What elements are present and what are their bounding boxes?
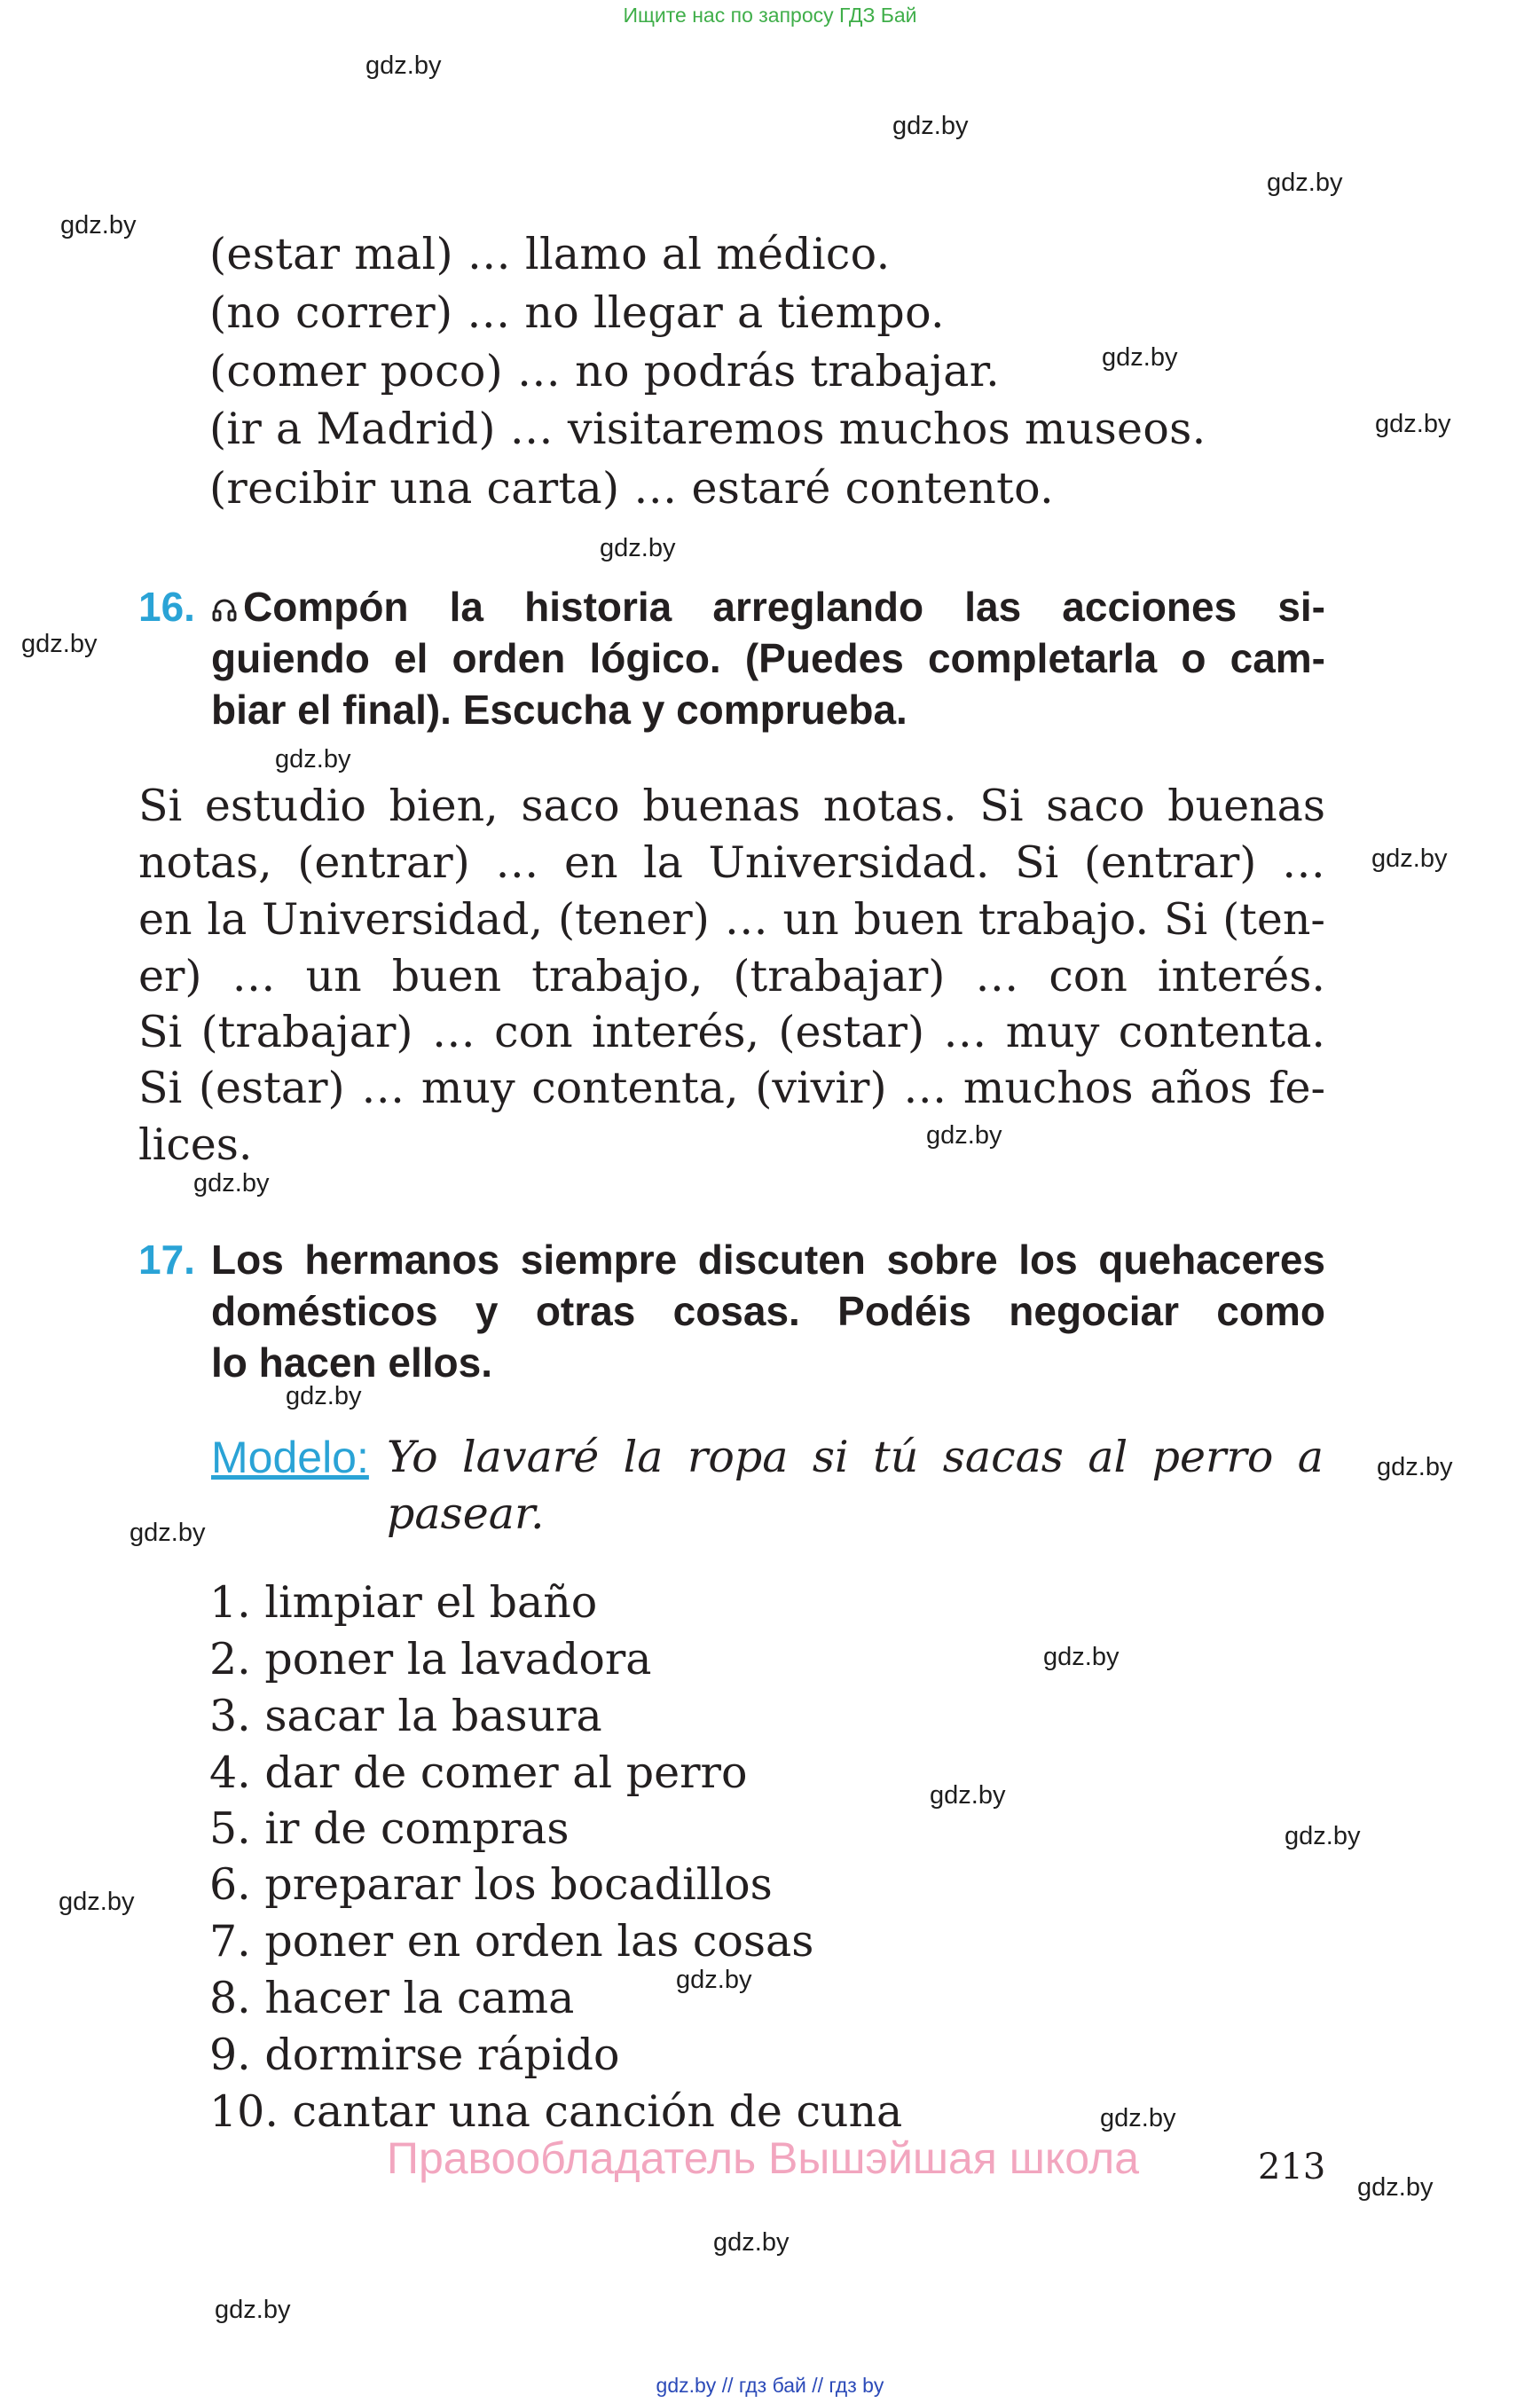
modelo-line: Yo lavaré la ropa si tú sacas al perro a	[387, 1432, 1324, 1482]
list-item-text: dormirse rápido	[264, 2030, 620, 2080]
list-item	[209, 1859, 773, 1910]
list-item	[209, 1747, 747, 1798]
list-item-text: cantar una canción de cuna	[292, 2086, 903, 2137]
exercise-16-number: 16.	[138, 584, 195, 630]
list-item	[209, 1577, 597, 1628]
exercise-line: (estar mal) … llamo al médico.	[209, 229, 891, 279]
watermark: gdz.by	[1267, 169, 1343, 197]
list-item-text: ir de compras	[264, 1803, 570, 1854]
modelo-label: Modelo:	[211, 1433, 369, 1482]
watermark: gdz.by	[1043, 1643, 1120, 1671]
list-item-number: 3.	[209, 1691, 251, 1741]
list-item-number: 4.	[209, 1747, 251, 1798]
watermark: gdz.by	[600, 534, 676, 562]
watermark: gdz.by	[130, 1519, 206, 1547]
list-item	[209, 1634, 652, 1684]
exercise-line: (no correr) … no llegar a tiempo.	[209, 287, 945, 338]
exercise-16-paragraph-line: Si (trabajar) … con interés, (estar) … muy contenta.	[138, 1007, 1325, 1057]
exercise-16-instruction-line: guiendo el orden lógico. (Puedes completarla o cam-	[211, 635, 1325, 681]
watermark: gdz.by	[21, 630, 98, 658]
page-number: 213	[1258, 2147, 1326, 2187]
watermark: gdz.by	[713, 2228, 790, 2257]
watermark: gdz.by	[275, 745, 351, 774]
exercise-16-paragraph-line: notas, (entrar) … en la Universidad. Si (entrar) …	[138, 837, 1325, 888]
watermark: gdz.by	[676, 1966, 752, 1994]
list-item-number: 8.	[209, 1973, 251, 2023]
footer-links: gdz.by // гдз бай // гдз by	[656, 2374, 884, 2397]
list-item-number: 10.	[209, 2086, 279, 2137]
exercise-16-paragraph-line: Si (estar) … muy contenta, (vivir) … muchos años fe-	[138, 1063, 1325, 1113]
exercise-16-paragraph-line: en la Universidad, (tener) … un buen trabajo. Si (ten-	[138, 894, 1325, 945]
list-item	[209, 1973, 574, 2023]
list-item-text: poner en orden las cosas	[264, 1916, 814, 1967]
exercise-17-instruction-line: lo hacen ellos.	[211, 1339, 492, 1386]
exercise-line: (comer poco) … no podrás trabajar.	[209, 346, 1000, 397]
list-item-text: sacar la basura	[264, 1691, 602, 1741]
watermark: gdz.by	[1100, 2104, 1176, 2132]
exercise-17-instruction-line: domésticos y otras cosas. Podéis negociar como	[211, 1288, 1325, 1334]
list-item-text: hacer la cama	[264, 1973, 575, 2023]
watermark: gdz.by	[193, 1169, 270, 1198]
watermark: gdz.by	[286, 1382, 362, 1410]
exercise-line: (ir a Madrid) … visitaremos muchos museos.	[209, 404, 1206, 454]
exercise-16-instruction-line: Compón la historia arreglando las acciones si-	[211, 583, 1325, 631]
modelo-line: pasear.	[387, 1488, 545, 1539]
top-banner: Ищите нас по запросу ГДЗ Бай	[623, 4, 917, 27]
watermark: gdz.by	[59, 1888, 135, 1916]
list-item	[209, 1916, 813, 1967]
exercise-16-paragraph-line: er) … un buen trabajo, (trabajar) … con interés.	[138, 951, 1325, 1001]
watermark: gdz.by	[1371, 844, 1448, 873]
watermark: gdz.by	[1102, 343, 1178, 372]
watermark: gdz.by	[1357, 2173, 1434, 2202]
exercise-line: (recibir una carta) … estaré contento.	[209, 463, 1054, 514]
watermark: gdz.by	[365, 51, 442, 80]
list-item-number: 6.	[209, 1859, 251, 1910]
watermark: gdz.by	[926, 1121, 1002, 1150]
list-item-number: 1.	[209, 1577, 251, 1628]
list-item	[209, 1803, 570, 1854]
watermark: gdz.by	[930, 1781, 1006, 1810]
watermark: gdz.by	[1285, 1822, 1361, 1850]
exercise-16-paragraph-line: Si estudio bien, saco buenas notas. Si saco buenas	[138, 781, 1325, 831]
headphones-icon	[211, 596, 238, 623]
list-item-text: poner la lavadora	[264, 1634, 652, 1684]
watermark: gdz.by	[60, 211, 137, 240]
exercise-17-instruction-line: Los hermanos siempre discuten sobre los quehaceres	[211, 1237, 1325, 1283]
watermark: gdz.by	[1377, 1453, 1453, 1481]
exercise-16-paragraph-line: lices.	[138, 1119, 253, 1170]
watermark: gdz.by	[215, 2296, 291, 2324]
list-item-number: 5.	[209, 1803, 251, 1854]
list-item-number: 9.	[209, 2030, 251, 2080]
list-item	[209, 2086, 902, 2137]
list-item-number: 7.	[209, 1916, 251, 1967]
list-item-number: 2.	[209, 1634, 251, 1684]
list-item	[209, 1691, 602, 1741]
list-item	[209, 2030, 619, 2080]
list-item-text: preparar los bocadillos	[264, 1859, 773, 1910]
watermark: gdz.by	[1375, 410, 1451, 438]
exercise-16-instruction-line: biar el final). Escucha y comprueba.	[211, 687, 908, 733]
watermark: gdz.by	[892, 112, 969, 140]
list-item-text: dar de comer al perro	[264, 1747, 748, 1798]
list-item-text: limpiar el baño	[264, 1577, 598, 1628]
rights-holder: Правообладатель Вышэйшая школа	[387, 2133, 1139, 2183]
exercise-17-number: 17.	[138, 1237, 195, 1283]
